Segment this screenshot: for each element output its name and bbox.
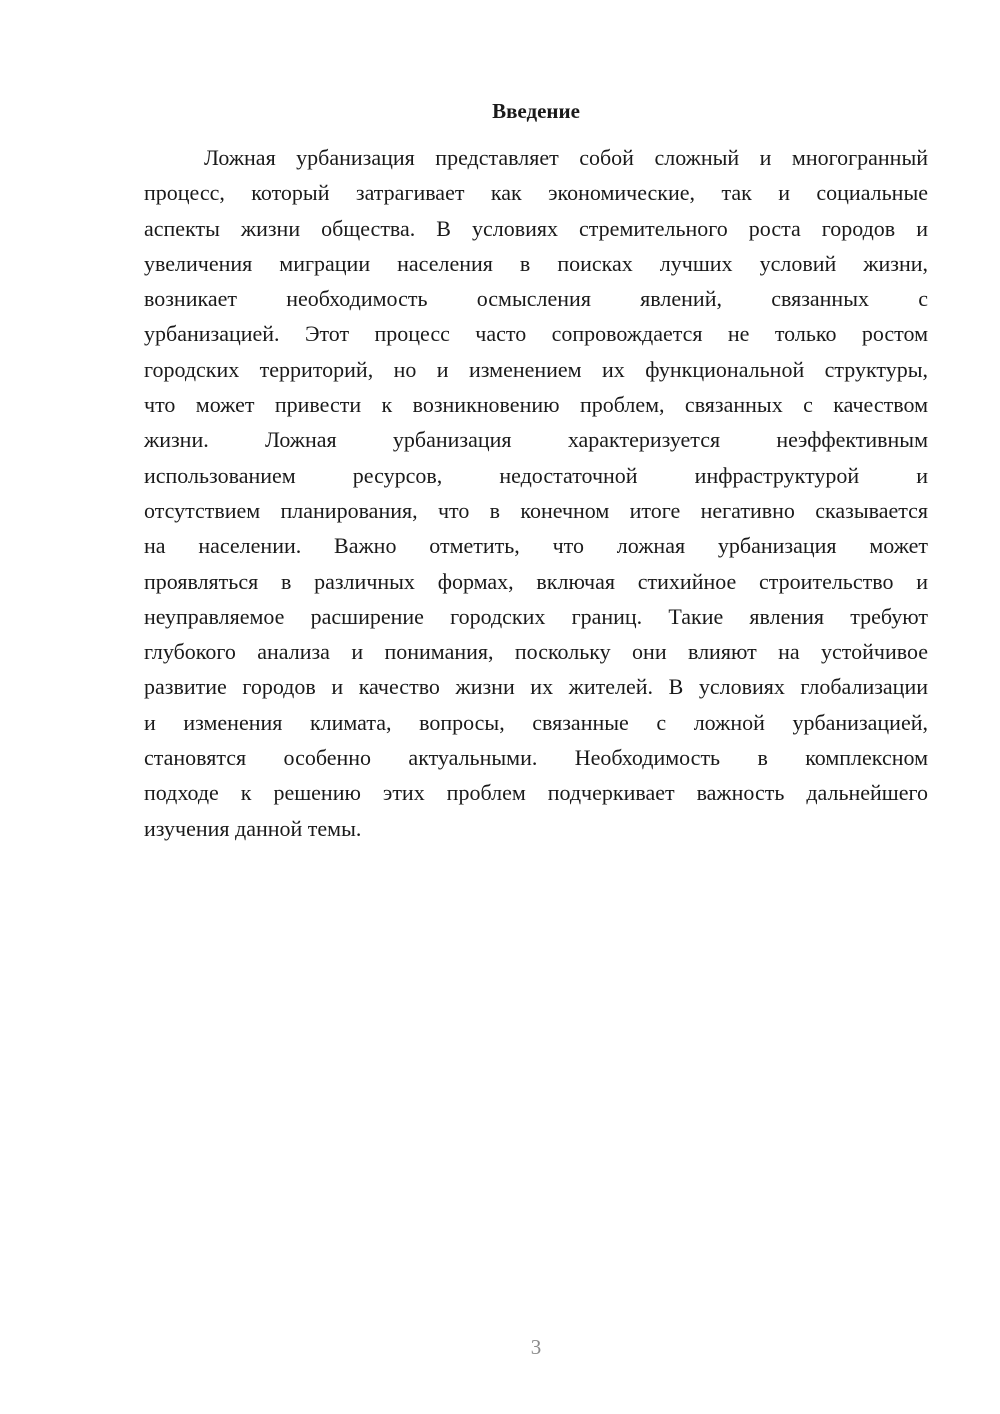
text-line: становятся особенно актуальными. Необходимость в комплексном	[144, 745, 928, 771]
page-number: 3	[530, 1335, 542, 1359]
text-line: возникает необходимость осмысления явлений, связанных с	[144, 286, 928, 312]
text-line: изучения данной темы.	[144, 815, 362, 841]
text-line: глубокого анализа и понимания, поскольку они влияют на устойчивое	[144, 639, 928, 665]
text-line: жизни. Ложная урбанизация характеризуется неэффективным	[144, 427, 928, 453]
introduction-paragraph	[144, 140, 928, 846]
section-heading: Введение	[492, 99, 580, 123]
text-line: городских территорий, но и изменением их функциональной структуры,	[144, 356, 928, 382]
text-line: отсутствием планирования, что в конечном итоге негативно сказывается	[144, 497, 928, 523]
text-line: и изменения климата, вопросы, связанные с ложной урбанизацией,	[144, 709, 928, 735]
text-line: подходе к решению этих проблем подчеркивает важность дальнейшего	[144, 780, 928, 806]
text-line: неуправляемое расширение городских границ. Такие явления требуют	[144, 603, 928, 629]
text-line: увеличения миграции населения в поисках лучших условий жизни,	[144, 250, 928, 276]
text-line: что может привести к возникновению проблем, связанных с качеством	[144, 392, 928, 418]
text-line: процесс, который затрагивает как экономические, так и социальные	[144, 180, 928, 206]
text-line: использованием ресурсов, недостаточной инфраструктурой и	[144, 462, 928, 488]
text-line: проявляться в различных формах, включая стихийное строительство и	[144, 568, 928, 594]
text-line: аспекты жизни общества. В условиях стремительного роста городов и	[144, 215, 928, 241]
text-line: на населении. Важно отметить, что ложная урбанизация может	[144, 533, 928, 559]
text-line: урбанизацией. Этот процесс часто сопровождается не только ростом	[144, 321, 928, 347]
text-line: развитие городов и качество жизни их жителей. В условиях глобализации	[144, 674, 928, 700]
text-line: Ложная урбанизация представляет собой сложный и многогранный	[204, 145, 928, 170]
